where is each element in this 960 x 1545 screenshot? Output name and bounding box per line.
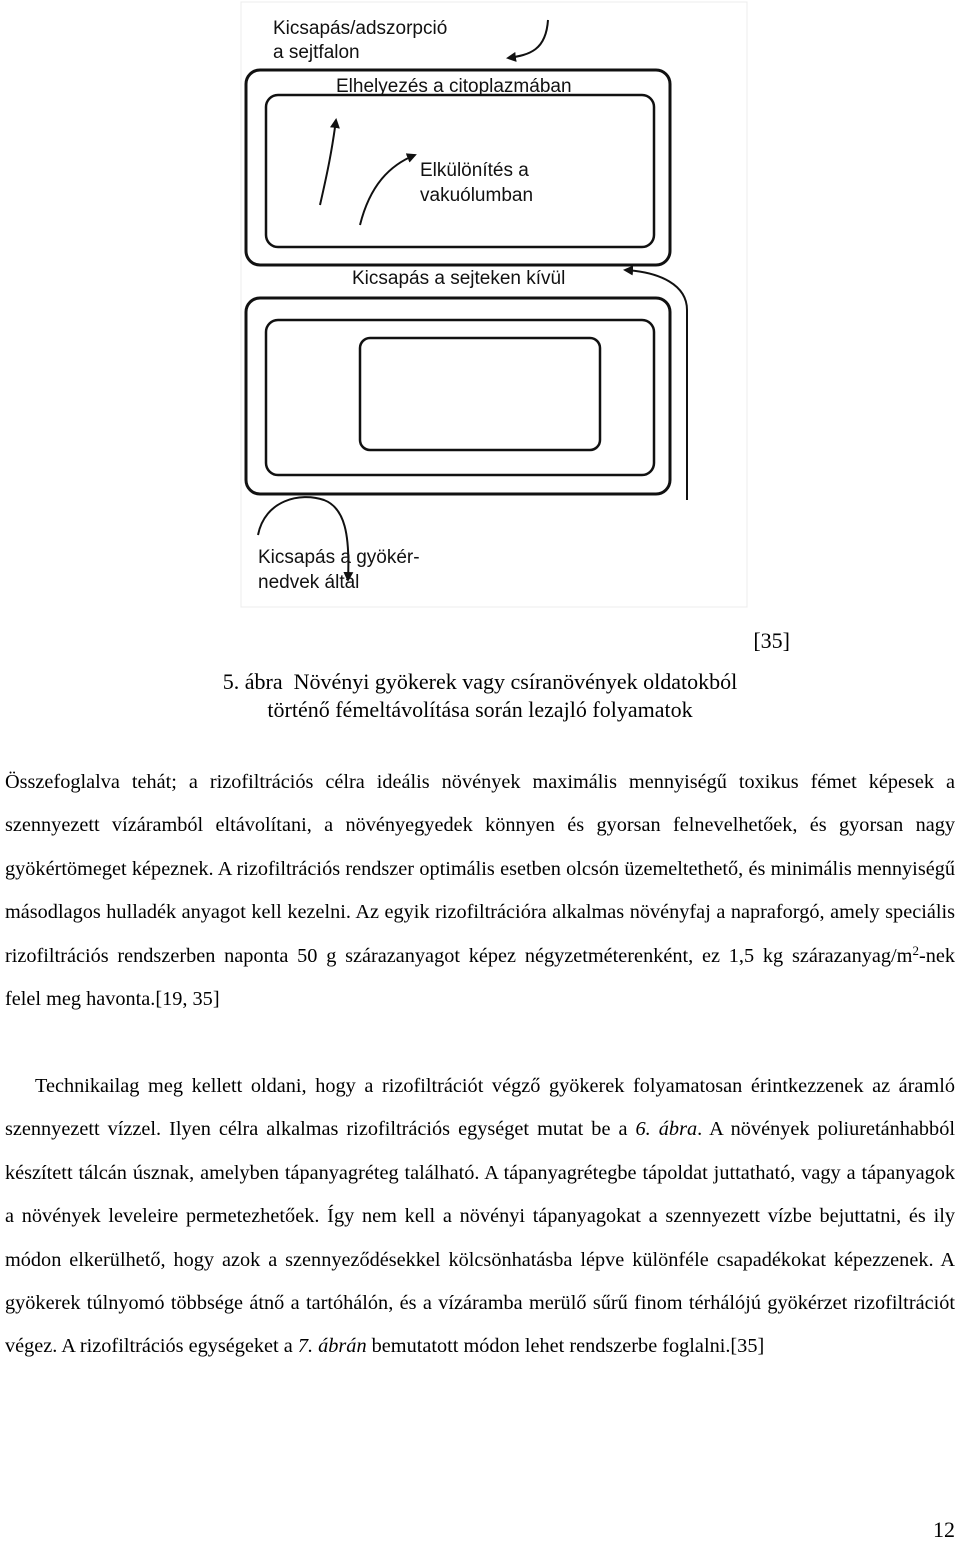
figure-reference: [35] [753, 628, 790, 653]
page-number: 12 [933, 1517, 955, 1542]
paragraph-summary-end: -nek felel meg havonta.[19, 35] [5, 944, 955, 1011]
arrow-to-cell-wall [508, 20, 548, 58]
caption-line-1: 5. ábra Növényi gyökerek vagy csíranövények oldatokból [222, 669, 738, 694]
label-root-exudates-line2: nedvek által [258, 572, 360, 593]
arrow-outside-cell [625, 270, 687, 500]
figure-caption [0, 668, 960, 724]
paragraph-summary [5, 761, 955, 1021]
paragraph-technical [5, 1065, 955, 1369]
process-diagram [240, 0, 750, 610]
label-cell-wall-line1: Kicsapás/adszorpció [273, 18, 448, 39]
label-cell-wall-line2: a sejtfalon [273, 42, 360, 63]
paragraph-technical-part2: . A növények poliuretánhabból készített tálcán úsznak, amelyben tápanyagréteg található. A tápanyagrétegbe tápoldat juttatható, vagy a tápanyagok a növények leveleire permetezhetőek. Így nem kell a növényi tápanyagokat a szennyezett vízbe bejuttatni, és ily módon elkerülhető, hogy azok a szennyeződésekkel kölcsönhatásba lépve különféle csapadékokat képezzenek. A gyökerek túlnyomó többsége átnő a tartóhálón, és a vízáramba merülő sűrű finom térhálójú gyökérzet rizofiltrációt végez. A rizofiltrációs egységeket a [5, 1118, 955, 1358]
lower-cell-cytoplasm-membrane [266, 320, 654, 475]
paragraph-summary-text: Összefoglalva tehát; a rizofiltrációs célra ideális növények maximális mennyiségű toxikus fémet képesek a szennyezett vízáramból eltávolítani, a növényegyedek könnyen és gyorsan felnevelhetőek, és gyorsan nagy gyökértömeget képeznek. A rizofiltrációs rendszer optimális esetben olcsón üzemeltethető, és minimális mennyiségű másodlagos hulladék anyagot kell kezelni. Az egyik rizofiltrációra alkalmas növényfaj a napraforgó, amely speciális rizofiltrációs rendszerben naponta 50 g szárazanyagot képez négyzetméterenként, ez 1,5 kg szárazanyag/m [5, 771, 955, 967]
superscript-2: 2 [912, 942, 919, 958]
label-vacuole-line2: vakuólumban [420, 185, 534, 206]
figure-7-reference: 7. ábrán [297, 1335, 367, 1358]
label-outside-cell: Kicsapás a sejteken kívül [352, 268, 566, 289]
vacuole [360, 338, 600, 450]
arrow-to-vacuole [360, 155, 415, 225]
caption-line-2: történő fémeltávolítása során lezajló folyamatok [267, 697, 693, 722]
label-vacuole-line1: Elkülönítés a [420, 160, 529, 181]
figure-6-reference: 6. ábra [635, 1118, 698, 1141]
paragraph-technical-part3: bemutatott módon lehet rendszerbe foglalni.[35] [366, 1335, 765, 1358]
label-root-exudates-line1: Kicsapás a gyökér- [258, 547, 420, 568]
lower-cell-wall [246, 298, 670, 494]
arrow-to-cytoplasm [320, 120, 336, 205]
label-cytoplasm: Elhelyezés a citoplazmában [336, 76, 572, 97]
paragraph-technical-part1: Technikailag meg kellett oldani, hogy a rizofiltrációt végző gyökerek folyamatosan érintkezzenek az áramló szennyezett vízzel. Ilyen célra alkalmas rizofiltrációs egységet mutat be a [5, 1075, 955, 1141]
diagram-svg [240, 0, 750, 610]
